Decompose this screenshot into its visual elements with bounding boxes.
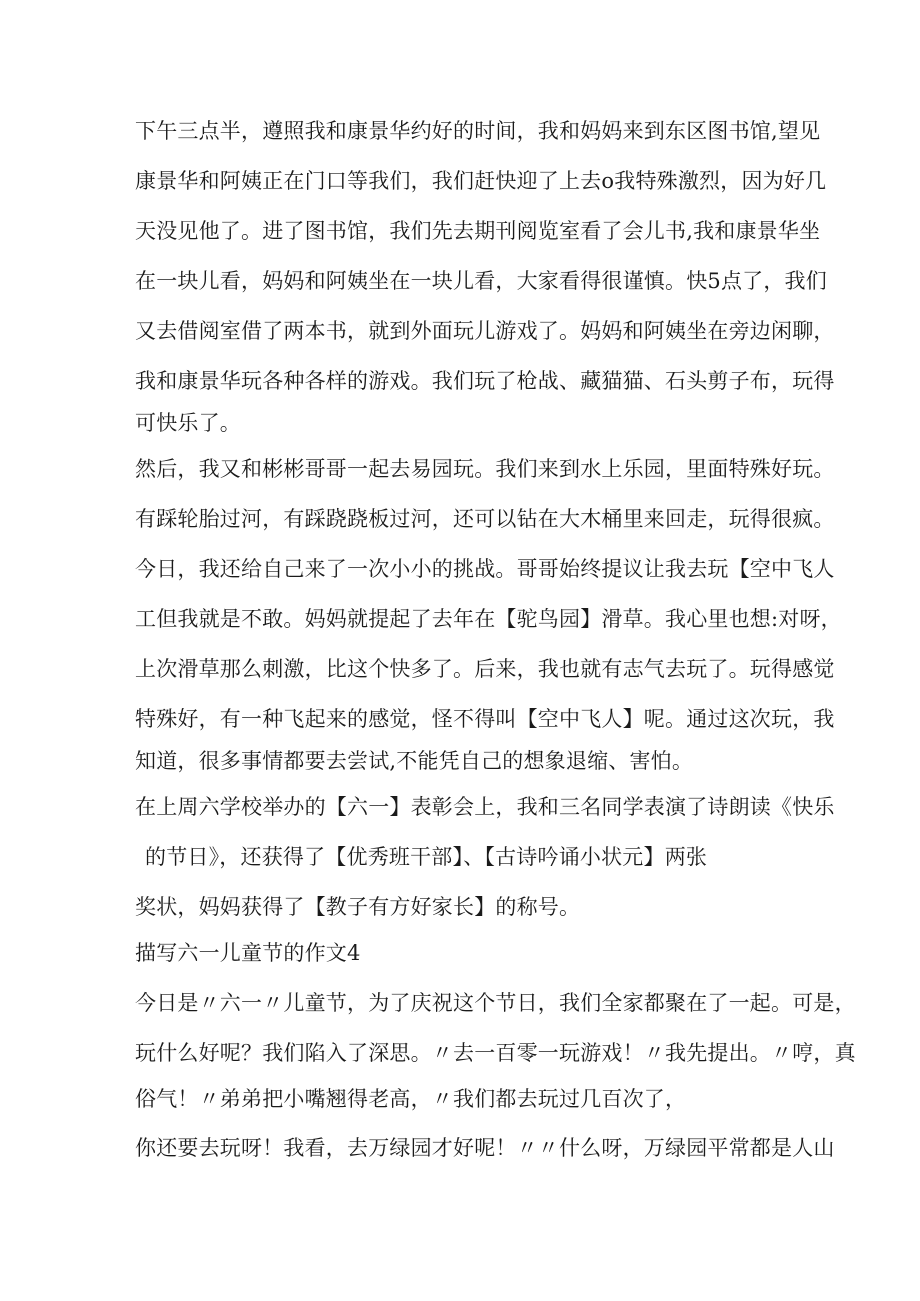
text-line: 你还要去玩呀！我看，去万绿园才好呢！〃〃什么呀，万绿园平常都是人山	[135, 1136, 835, 1160]
text-line: 我和康景华玩各种各样的游戏。我们玩了枪战、藏猫猫、石头剪子布，玩得	[135, 369, 835, 393]
text-line: 特殊好，有一种飞起来的感觉，怪不得叫【空中飞人】呢。通过这次玩，我	[135, 707, 835, 731]
text-line: 有踩轮胎过河，有踩跷跷板过河，还可以钻在大木桶里来回走，玩得很疯。	[135, 507, 835, 531]
heading: 描写六一儿童节的作文4	[135, 941, 361, 965]
text-line: 天没见他了。进了图书馆，我们先去期刊阅览室看了会儿书,我和康景华坐	[135, 219, 821, 243]
text-line: 奖状，妈妈获得了【教子有方好家长】的称号。	[135, 895, 581, 919]
text-line: 今日，我还给自己来了一次小小的挑战。哥哥始终提议让我去玩【空中飞人	[135, 557, 835, 581]
text-line: 俗气！〃弟弟把小嘴翘得老高，〃我们都去玩过几百次了，	[135, 1087, 687, 1111]
text-line: 知道，很多事情都要去尝试,不能凭自己的想象退缩、害怕。	[135, 749, 694, 773]
text-line: 工但我就是不敢。妈妈就提起了去年在【驼鸟园】滑草。我心里也想:对呀，	[135, 607, 842, 631]
text-line: 然后，我又和彬彬哥哥一起去易园玩。我们来到水上乐园，里面特殊好玩。	[135, 457, 835, 481]
text-line: 玩什么好呢？我们陷入了深思。〃去一百零一玩游戏！〃我先提出。〃哼，真	[135, 1041, 856, 1065]
text-line: 又去借阅室借了两本书，就到外面玩儿游戏了。妈妈和阿姨坐在旁边闲聊，	[135, 319, 835, 343]
text-line: 康景华和阿姨正在门口等我们，我们赶快迎了上去o我特殊激烈，因为好几	[135, 169, 827, 193]
text-line: 在上周六学校举办的【六一】表彰会上，我和三名同学表演了诗朗读《快乐	[135, 795, 835, 819]
text-line: 在一块儿看，妈妈和阿姨坐在一块儿看，大家看得很谨慎。快5点了，我们	[135, 269, 827, 293]
text-line: 的节日》，还获得了【优秀班干部】、【古诗吟诵小状元】两张	[145, 845, 708, 869]
text-line: 下午三点半，遵照我和康景华约好的时间，我和妈妈来到东区图书馆,望见	[135, 119, 821, 143]
text-line: 今日是〃六一〃儿童节，为了庆祝这个节日，我们全家都聚在了一起。可是，	[135, 991, 856, 1015]
text-line: 上次滑草那么刺激，比这个快多了。后来，我也就有志气去玩了。玩得感觉	[135, 657, 835, 681]
text-line: 可快乐了。	[135, 411, 241, 435]
